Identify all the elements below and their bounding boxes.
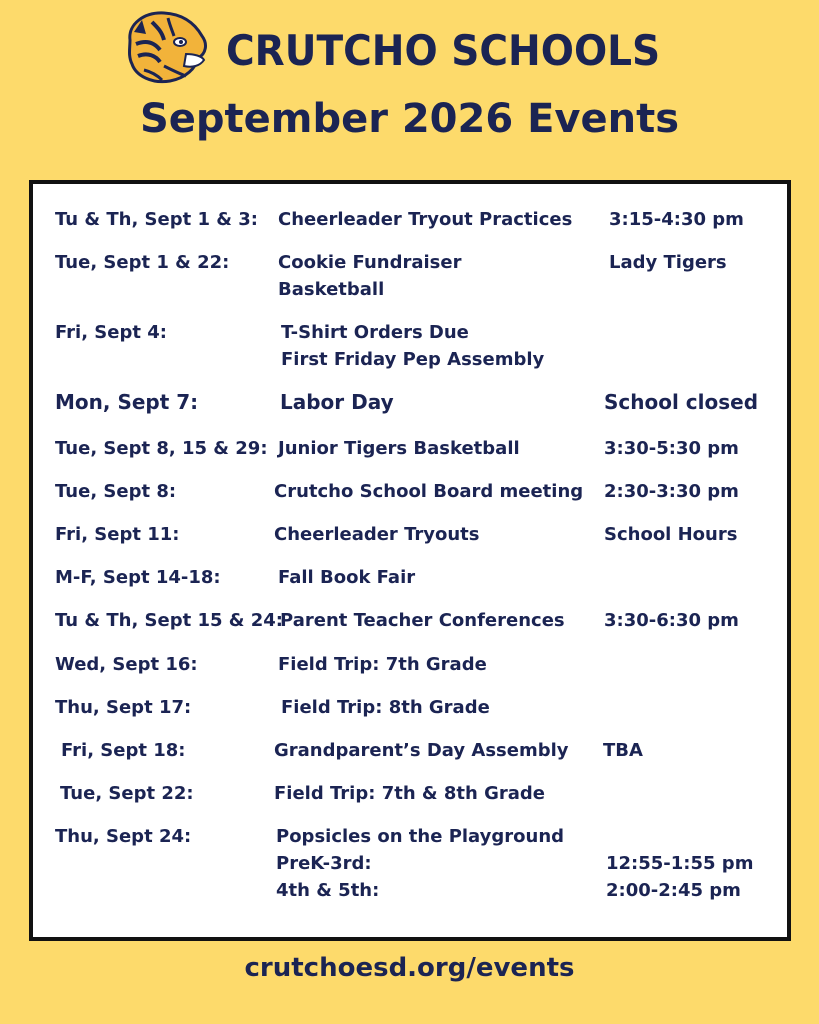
event-date: Tue, Sept 22: [60,783,194,804]
event-name: Field Trip: 8th Grade [281,697,490,718]
event-name: T-Shirt Orders Due [281,322,469,343]
event-name: Cheerleader Tryouts [274,524,480,545]
event-time: School Hours [604,524,738,545]
event-name: Grandparent’s Day Assembly [274,740,569,761]
event-date: Thu, Sept 17: [55,697,192,718]
event-time: 3:30-5:30 pm [604,438,739,459]
event-time: School closed [604,390,759,414]
event-time: 2:00-2:45 pm [606,880,741,901]
event-name: Labor Day [280,390,394,414]
event-name: PreK-3rd: [276,853,372,874]
event-date: Mon, Sept 7: [55,390,199,414]
event-name: 4th & 5th: [276,880,380,901]
event-name: Crutcho School Board meeting [274,481,584,502]
event-name: Basketball [278,279,385,300]
event-name: Cheerleader Tryout Practices [278,209,573,230]
event-date: Tu & Th, Sept 1 & 3: [55,209,258,230]
event-time: TBA [603,740,643,761]
events-url-link[interactable]: crutchoesd.org/events [244,953,575,983]
event-name: First Friday Pep Assembly [281,349,545,370]
event-time: 12:55-1:55 pm [606,853,754,874]
school-name: CRUTCHO SCHOOLS [226,26,661,75]
event-name: Junior Tigers Basketball [278,438,520,459]
event-name: Fall Book Fair [278,567,416,588]
event-date: Fri, Sept 18: [61,740,186,761]
event-name-group [276,823,564,904]
event-time: 2:30-3:30 pm [604,481,739,502]
event-date: Fri, Sept 4: [55,322,167,343]
event-name: Field Trip: 7th & 8th Grade [274,783,545,804]
event-date: M-F, Sept 14-18: [55,567,221,588]
event-date: Thu, Sept 24: [55,826,192,847]
event-time: 3:30-6:30 pm [604,610,739,631]
event-date: Wed, Sept 16: [55,654,198,675]
events-card [29,180,791,941]
event-name: Field Trip: 7th Grade [278,654,487,675]
event-name-group [278,249,461,303]
event-time: 3:15-4:30 pm [609,209,744,230]
event-date: Tue, Sept 1 & 22: [55,252,230,273]
event-name: Parent Teacher Conferences [280,610,565,631]
page-title: September 2026 Events [139,96,680,142]
event-time: Lady Tigers [609,252,727,273]
event-date: Tue, Sept 8, 15 & 29: [55,438,268,459]
tiger-head-logo-icon [124,10,208,84]
event-name: Cookie Fundraiser [278,252,462,273]
event-time [606,823,753,850]
event-date: Fri, Sept 11: [55,524,180,545]
event-name: Popsicles on the Playground [276,826,565,847]
event-date: Tue, Sept 8: [55,481,177,502]
event-name-group [281,319,544,373]
header [0,0,819,180]
event-time-group [606,823,753,904]
event-date: Tu & Th, Sept 15 & 24: [55,610,283,631]
